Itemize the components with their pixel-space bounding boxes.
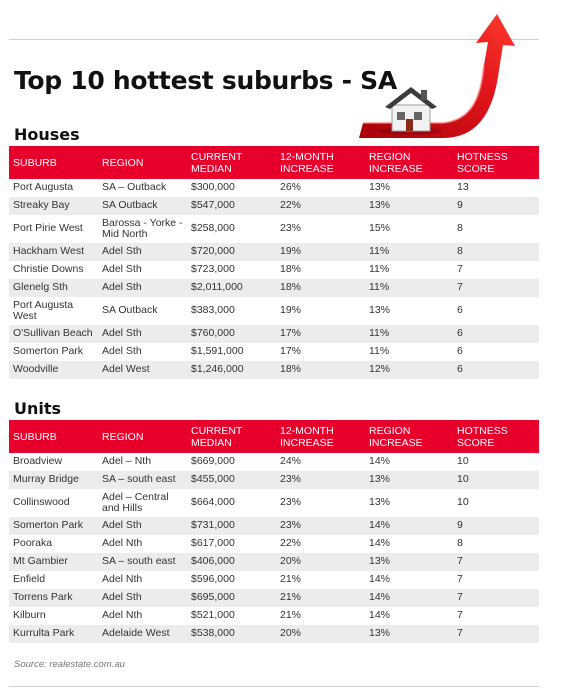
region-increase-cell: 11%: [369, 263, 390, 276]
table-row: [9, 297, 539, 325]
region-cell: Adel Sth: [98, 243, 187, 261]
hotness-score-cell: 7: [453, 589, 539, 607]
region-increase-cell: 13%: [365, 553, 453, 571]
suburb-cell: Woodville: [9, 361, 98, 379]
source-note: Source: realestate.com.au: [14, 659, 125, 670]
suburb-cell: Port Augusta West: [13, 298, 74, 322]
region-increase-cell: 13%: [369, 181, 391, 194]
suburb-column-header: SUBURB: [9, 146, 98, 179]
region-cell: Adel Sth: [102, 263, 142, 276]
table-row: [9, 535, 539, 553]
suburb-cell: Kurrulta Park: [9, 625, 98, 643]
hotness-score-cell: 9: [453, 197, 539, 215]
region-increase-cell: 13%: [369, 496, 391, 509]
region-cell: Adel Nth: [102, 537, 143, 550]
units-heading: Units: [14, 399, 62, 418]
table-row: [9, 625, 539, 643]
table-row: [9, 589, 539, 607]
median-cell: $617,000: [191, 537, 235, 550]
median-cell: $731,000: [187, 517, 276, 535]
suburb-cell: Somerton Park: [9, 517, 98, 535]
table-row: [9, 607, 539, 625]
bottom-divider: [9, 686, 539, 687]
table-row: [9, 517, 539, 535]
region-increase-cell: 13%: [365, 625, 453, 643]
houses-table: [9, 146, 539, 379]
suburb-cell: Christie Downs: [13, 263, 84, 276]
region-increase-cell: 13%: [365, 471, 453, 489]
suburb-cell: Pooraka: [13, 537, 53, 550]
region-cell: Adel Nth: [102, 573, 143, 586]
12-month-increase-cell: 21%: [276, 589, 365, 607]
12-month-increase-cell: 24%: [280, 455, 302, 468]
table-row: [9, 571, 539, 589]
region-increase-column-header: REGION INCREASE: [365, 146, 453, 179]
12-month-increase-cell: 18%: [280, 263, 302, 276]
hotness-score-cell: 8: [457, 222, 463, 235]
region-increase-cell: 14%: [365, 589, 453, 607]
suburb-cell: Kilburn: [13, 609, 46, 622]
12-month-increase-cell: 20%: [276, 625, 365, 643]
units-header-row: [9, 420, 539, 453]
table-row: [9, 261, 539, 279]
table-row: [9, 343, 539, 361]
12-month-increase-cell: 23%: [280, 496, 302, 509]
region-increase-cell: 12%: [365, 361, 453, 379]
12-month-increase-cell: 17%: [276, 325, 365, 343]
suburb-cell: Murray Bridge: [9, 471, 98, 489]
hotness-score-cell: 9: [453, 517, 539, 535]
table-row: [9, 453, 539, 471]
12-month-increase-cell: 19%: [280, 304, 302, 317]
hotness-score-cell: 10: [453, 471, 539, 489]
hotness-score-cell: 7: [453, 625, 539, 643]
hotness-score-cell: 10: [457, 496, 469, 509]
12-month-increase-cell: 22%: [276, 197, 365, 215]
region-increase-cell: 11%: [365, 243, 453, 261]
suburb-cell: Somerton Park: [13, 345, 84, 358]
table-row: [9, 179, 539, 197]
hotness-score-cell: 6: [457, 304, 463, 317]
12-month-increase-cell: 23%: [276, 471, 365, 489]
table-row: [9, 243, 539, 261]
region-increase-cell: 11%: [365, 325, 453, 343]
hotness-score-cell: 6: [453, 361, 539, 379]
region-increase-cell: 14%: [369, 573, 391, 586]
12-month-increase-cell: 19%: [276, 243, 365, 261]
hotness-score-cell: 10: [457, 455, 469, 468]
region-cell: Adel Sth: [98, 517, 187, 535]
12-month-increase-cell: 21%: [280, 573, 302, 586]
hotness-score-cell: 7: [457, 573, 463, 586]
region-cell: Adel Sth: [98, 589, 187, 607]
region-column-header: REGION: [98, 146, 187, 179]
12-month-increase-cell: 18%: [276, 279, 365, 297]
region-cell: Adel West: [98, 361, 187, 379]
region-increase-column-header: REGION INCREASE: [365, 420, 453, 453]
suburb-cell: Torrens Park: [9, 589, 98, 607]
region-cell: Adel Sth: [98, 279, 187, 297]
region-increase-cell: 14%: [369, 537, 391, 550]
suburb-cell: Port Augusta: [13, 181, 74, 194]
median-cell: $664,000: [191, 496, 235, 509]
hotness-score-cell: 8: [453, 243, 539, 261]
median-cell: $406,000: [187, 553, 276, 571]
hotness-score-cell: 13: [457, 181, 469, 194]
suburb-cell: Port Pirie West: [13, 222, 83, 235]
median-cell: $760,000: [187, 325, 276, 343]
table-row: [9, 489, 539, 517]
current-median-column-header: CURRENT MEDIAN: [187, 146, 276, 179]
table-row: [9, 553, 539, 571]
suburb-cell: Streaky Bay: [9, 197, 98, 215]
region-cell: Adel Sth: [98, 325, 187, 343]
12-month-increase-cell: 22%: [280, 537, 302, 550]
suburb-cell: Glenelg Sth: [9, 279, 98, 297]
region-cell: SA Outback: [102, 304, 158, 317]
12-month-increase-column-header: 12-MONTH INCREASE: [276, 420, 365, 453]
hotness-score-cell: 7: [453, 279, 539, 297]
region-increase-cell: 11%: [369, 345, 390, 358]
hotness-score-cell: 7: [457, 609, 463, 622]
suburb-cell: Mt Gambier: [9, 553, 98, 571]
median-cell: $547,000: [187, 197, 276, 215]
table-row: [9, 325, 539, 343]
region-cell: Adel Nth: [102, 609, 143, 622]
suburb-cell: Enfield: [13, 573, 46, 586]
region-increase-cell: 15%: [369, 222, 391, 235]
hotness-score-cell: 8: [457, 537, 463, 550]
suburb-cell: Hackham West: [9, 243, 98, 261]
suburb-column-header: SUBURB: [9, 420, 98, 453]
12-month-increase-cell: 23%: [280, 222, 302, 235]
table-row: [9, 279, 539, 297]
table-row: [9, 197, 539, 215]
region-cell: Adel Sth: [102, 345, 142, 358]
hotness-score-cell: 6: [453, 325, 539, 343]
region-cell: Barossa - Yorke - Mid North: [102, 216, 183, 240]
hotness-score-cell: 6: [457, 345, 463, 358]
hotness-score-cell: 7: [453, 553, 539, 571]
region-increase-cell: 13%: [365, 197, 453, 215]
12-month-increase-cell: 18%: [276, 361, 365, 379]
houses-heading: Houses: [14, 125, 80, 144]
median-cell: $596,000: [191, 573, 235, 586]
region-cell: Adelaide West: [98, 625, 187, 643]
median-cell: $720,000: [187, 243, 276, 261]
12-month-increase-cell: 21%: [280, 609, 302, 622]
median-cell: $1,591,000: [191, 345, 244, 358]
median-cell: $695,000: [187, 589, 276, 607]
hotness-score-column-header: HOTNESS SCORE: [453, 420, 539, 453]
12-month-increase-cell: 17%: [280, 345, 302, 358]
page-title: Top 10 hottest suburbs - SA: [14, 66, 397, 95]
suburb-cell: O'Sullivan Beach: [9, 325, 98, 343]
region-cell: Adel – Nth: [102, 455, 152, 468]
region-cell: Adel – Central and Hills: [102, 490, 169, 514]
median-cell: $258,000: [191, 222, 235, 235]
hotness-score-column-header: HOTNESS SCORE: [453, 146, 539, 179]
region-cell: SA – south east: [98, 553, 187, 571]
table-row: [9, 215, 539, 243]
12-month-increase-cell: 20%: [276, 553, 365, 571]
12-month-increase-cell: 23%: [276, 517, 365, 535]
table-row: [9, 471, 539, 489]
region-increase-cell: 14%: [365, 517, 453, 535]
region-cell: SA – south east: [98, 471, 187, 489]
median-cell: $1,246,000: [187, 361, 276, 379]
suburb-cell: Broadview: [13, 455, 63, 468]
region-column-header: REGION: [98, 420, 187, 453]
region-increase-cell: 14%: [369, 455, 391, 468]
current-median-column-header: CURRENT MEDIAN: [187, 420, 276, 453]
region-cell: SA Outback: [98, 197, 187, 215]
region-increase-cell: 14%: [369, 609, 391, 622]
median-cell: $2,011,000: [187, 279, 276, 297]
region-increase-cell: 11%: [365, 279, 453, 297]
suburb-cell: Collinswood: [13, 496, 70, 509]
region-increase-cell: 13%: [369, 304, 391, 317]
median-cell: $455,000: [187, 471, 276, 489]
median-cell: $669,000: [191, 455, 235, 468]
median-cell: $383,000: [191, 304, 235, 317]
hotness-score-cell: 7: [457, 263, 463, 276]
median-cell: $723,000: [191, 263, 235, 276]
median-cell: $300,000: [191, 181, 235, 194]
12-month-increase-cell: 26%: [280, 181, 302, 194]
median-cell: $521,000: [191, 609, 235, 622]
region-cell: SA – Outback: [102, 181, 167, 194]
table-row: [9, 361, 539, 379]
houses-header-row: [9, 146, 539, 179]
units-table: [9, 420, 539, 643]
12-month-increase-column-header: 12-MONTH INCREASE: [276, 146, 365, 179]
median-cell: $538,000: [187, 625, 276, 643]
